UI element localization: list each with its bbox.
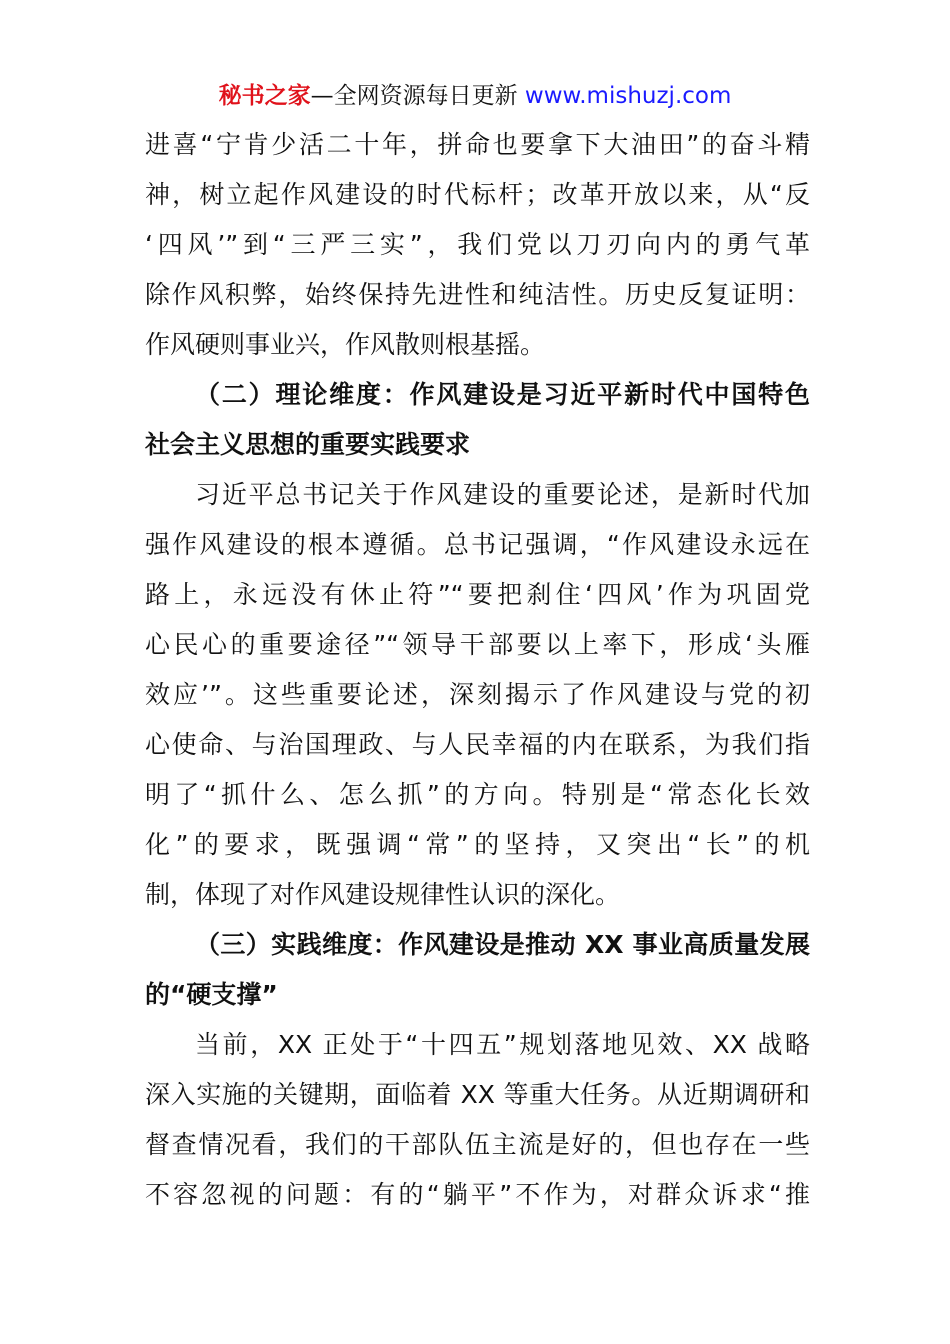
- paragraph-line: 作风硬则事业兴，作风散则根基摇。: [145, 330, 546, 359]
- paragraph-line: 习近平总书记关于作风建设的重要论述，是新时代加: [195, 480, 810, 509]
- paragraph-line: ‘四风’”到“三严三实”，我们党以刀刃向内的勇气革: [145, 230, 810, 259]
- paragraph-line: 化”的要求，既强调“常”的坚持，又突出“长”的机: [145, 830, 810, 859]
- paragraph-line: 强作风建设的根本遵循。总书记强调，“作风建设永远在: [145, 530, 810, 559]
- site-header: [0, 80, 950, 112]
- section-heading: 社会主义思想的重要实践要求: [145, 430, 471, 459]
- paragraph-line: 督查情况看，我们的干部队伍主流是好的，但也存在一些: [145, 1130, 810, 1159]
- section-heading: （二）理论维度：作风建设是习近平新时代中国特色: [195, 380, 810, 409]
- paragraph-line: 当前，XX 正处于“十四五”规划落地见效、XX 战略: [195, 1030, 810, 1059]
- document-body: [145, 120, 810, 1220]
- paragraph-line: 制，体现了对作风建设规律性认识的深化。: [145, 880, 621, 909]
- paragraph-line: 深入实施的关键期，面临着 XX 等重大任务。从近期调研和: [145, 1080, 810, 1109]
- header-tagline: —全网资源每日更新: [310, 83, 518, 109]
- paragraph-line: 效应’”。这些重要论述，深刻揭示了作风建设与党的初: [145, 680, 810, 709]
- paragraph-line: 心使命、与治国理政、与人民幸福的内在联系，为我们指: [145, 730, 810, 759]
- section-heading: 的“硬支撑”: [145, 980, 278, 1009]
- paragraph-line: 除作风积弊，始终保持先进性和纯洁性。历史反复证明：: [145, 280, 810, 309]
- paragraph-line: 不容忽视的问题：有的“躺平”不作为，对群众诉求“推: [145, 1180, 810, 1209]
- site-url-link[interactable]: www.mishuzj.com: [524, 83, 732, 109]
- paragraph-line: 进喜“宁肯少活二十年，拼命也要拿下大油田”的奋斗精: [145, 130, 810, 159]
- section-heading: （三）实践维度：作风建设是推动 XX 事业高质量发展: [195, 930, 810, 959]
- paragraph-line: 明了“抓什么、怎么抓”的方向。特别是“常态化长效: [145, 780, 810, 809]
- paragraph-line: 路上，永远没有休止符”“要把刹住‘四风’作为巩固党: [145, 580, 810, 609]
- paragraph-line: 心民心的重要途径”“领导干部要以上率下，形成‘头雁: [145, 630, 810, 659]
- brand-name: 秘书之家: [218, 83, 311, 109]
- paragraph-line: 神，树立起作风建设的时代标杆；改革开放以来，从“反: [145, 180, 810, 209]
